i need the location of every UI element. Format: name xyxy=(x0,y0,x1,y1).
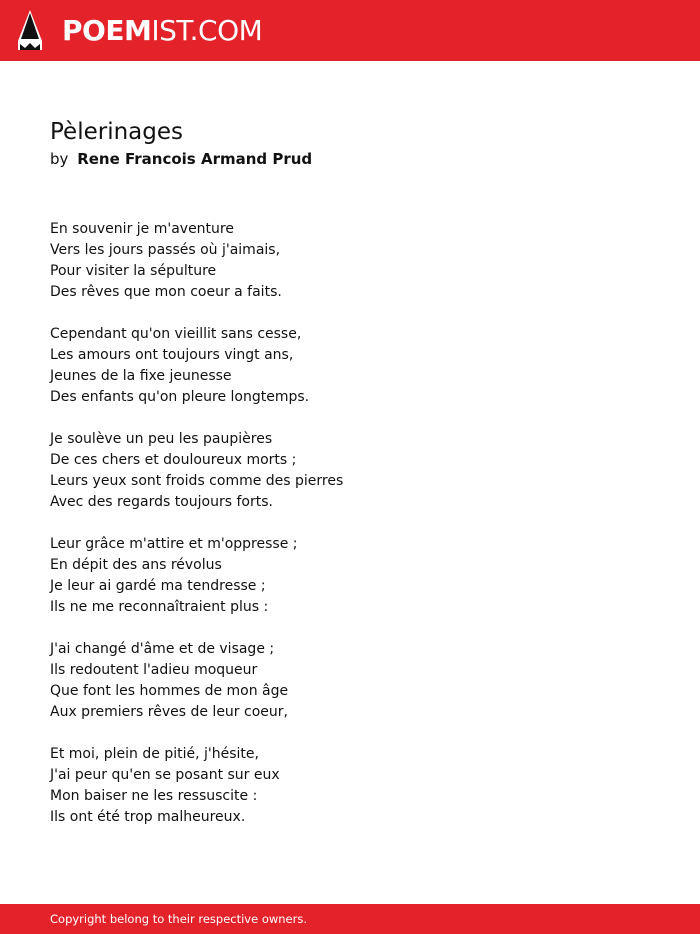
poem-line: De ces chers et douloureux morts ; xyxy=(50,452,297,468)
stanza xyxy=(50,219,343,303)
poem-line: Aux premiers rêves de leur coeur, xyxy=(50,704,288,720)
poem-line: Cependant qu'on vieillit sans cesse, xyxy=(50,326,302,342)
poem-line: Vers les jours passés où j'aimais, xyxy=(50,242,281,258)
poem-line: Et moi, plein de pitié, j'hésite, xyxy=(50,746,259,762)
poem-line: Ils ne me reconnaîtraient plus : xyxy=(50,599,269,615)
poem-line: J'ai peur qu'en se posant sur eux xyxy=(50,767,280,783)
site-header xyxy=(0,0,700,61)
stanza xyxy=(50,534,343,618)
copyright-notice: Copyright belong to their respective owners. xyxy=(50,912,308,926)
poem-line: Pour visiter la sépulture xyxy=(50,263,217,279)
pencil-logo-icon[interactable] xyxy=(18,10,42,50)
poem-line: Mon baiser ne les ressuscite : xyxy=(50,788,258,804)
poem-line: Ils ont été trop malheureux. xyxy=(50,809,246,825)
stanza xyxy=(50,639,343,723)
poem-line: Leurs yeux sont froids comme des pierres xyxy=(50,473,344,489)
stanza xyxy=(50,429,343,513)
stanza xyxy=(50,324,343,408)
site-logo[interactable] xyxy=(62,11,262,51)
poem-title: Pèlerinages xyxy=(50,119,183,145)
poem-line: Que font les hommes de mon âge xyxy=(50,683,289,699)
poem-line: Avec des regards toujours forts. xyxy=(50,494,273,510)
poem-line: Des rêves que mon coeur a faits. xyxy=(50,284,282,300)
site-footer xyxy=(0,904,700,934)
stanza xyxy=(50,744,343,828)
poem-line: Jeunes de la fixe jeunesse xyxy=(50,368,232,384)
logo-bold-text: POEM xyxy=(62,14,152,47)
poem-line: Leur grâce m'attire et m'oppresse ; xyxy=(50,536,298,552)
poem-byline xyxy=(50,148,312,170)
logo-light-text: IST.COM xyxy=(151,14,263,47)
poem-author: Rene Francois Armand Prud xyxy=(77,150,313,168)
by-label: by xyxy=(50,150,69,168)
poem-line: Je leur ai gardé ma tendresse ; xyxy=(50,578,266,594)
poem-line: Des enfants qu'on pleure longtemps. xyxy=(50,389,310,405)
poem-line: Je soulève un peu les paupières xyxy=(50,431,273,447)
poem-line: Ils redoutent l'adieu moqueur xyxy=(50,662,258,678)
poem-line: J'ai changé d'âme et de visage ; xyxy=(50,641,275,657)
poem-line: En souvenir je m'aventure xyxy=(50,221,234,237)
poem-line: Les amours ont toujours vingt ans, xyxy=(50,347,294,363)
poem-body xyxy=(50,219,343,849)
poem-line: En dépit des ans révolus xyxy=(50,557,222,573)
